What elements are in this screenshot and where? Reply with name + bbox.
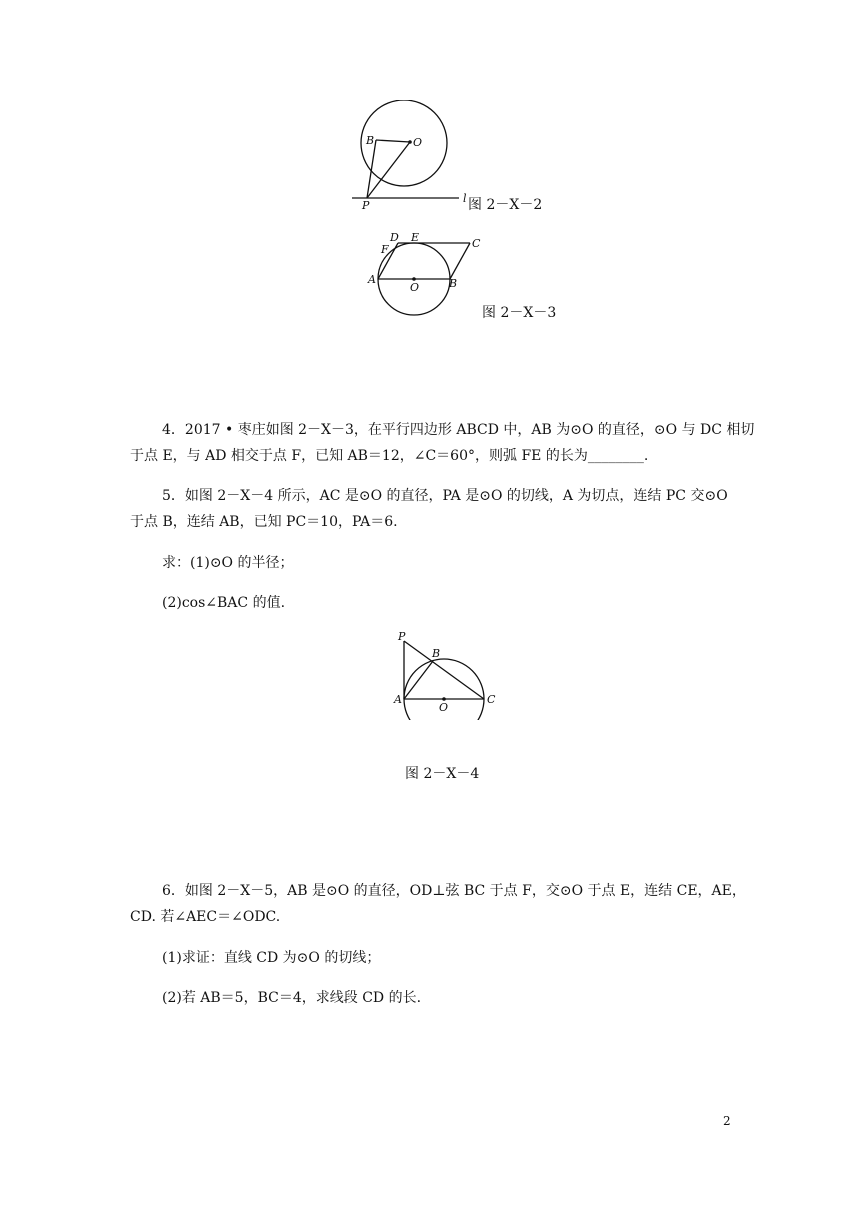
page-number: 2	[723, 1114, 731, 1128]
segment-pb	[367, 140, 376, 198]
label-c: C	[472, 237, 481, 250]
side-bc	[450, 243, 470, 279]
label-f: F	[381, 243, 389, 256]
problem-6-part-2: (2)若 AB＝5，BC＝4，求线段 CD 的长.	[162, 990, 422, 1006]
problem-5-line-2: 于点 B，连结 AB，已知 PC＝10，PA＝6.	[130, 514, 398, 530]
label-p: P	[398, 630, 406, 643]
problem-6-line-1: 6．如图 2－X－5，AB 是⊙O 的直径，OD⊥弦 BC 于点 F，交⊙O 于点 E，连结 CE，AE，	[162, 883, 746, 899]
segment-bo	[376, 140, 410, 142]
figure-2-x-4	[390, 625, 500, 720]
problem-5-part-2: (2)cos∠BAC 的值.	[162, 595, 286, 611]
label-l: l	[463, 192, 467, 205]
label-b: B	[366, 134, 375, 147]
problem-5-part-1: 求：(1)⊙O 的半径；	[162, 555, 294, 571]
figure-caption-2: 图 2－X－2	[468, 197, 543, 213]
label-o: O	[413, 136, 423, 149]
label-c: C	[487, 693, 496, 706]
problem-4-line-2: 于点 E，与 AD 相交于点 F，已知 AB＝12，∠C＝60°，则弧 FE 的长为________.	[130, 448, 649, 464]
label-o: O	[439, 701, 449, 714]
center-dot	[408, 140, 412, 144]
problem-6-part-1: (1)求证：直线 CD 为⊙O 的切线；	[162, 950, 381, 966]
label-b: B	[449, 277, 458, 290]
segment-po	[367, 142, 410, 198]
label-a: A	[368, 273, 376, 286]
figure-caption-3: 图 2－X－3	[482, 305, 557, 321]
problem-5-line-1: 5．如图 2－X－4 所示，AC 是⊙O 的直径，PA 是⊙O 的切线，A 为切点，连结 PC 交⊙O	[162, 488, 728, 504]
figure-2-x-2	[340, 100, 480, 215]
label-a: A	[394, 693, 402, 706]
problem-4-line-1: 4．2017 • 枣庄如图 2－X－3，在平行四边形 ABCD 中，AB 为⊙O 的直径，⊙O 与 DC 相切	[162, 422, 755, 438]
label-e: E	[411, 231, 420, 244]
problem-6-line-2: CD. 若∠AEC＝∠ODC.	[130, 909, 281, 925]
label-o: O	[410, 281, 420, 294]
label-b: B	[432, 647, 441, 660]
figure-caption-4: 图 2－X－4	[405, 766, 480, 782]
label-p: P	[362, 199, 370, 212]
label-d: D	[390, 231, 399, 244]
figure-2-x-3	[360, 228, 490, 318]
